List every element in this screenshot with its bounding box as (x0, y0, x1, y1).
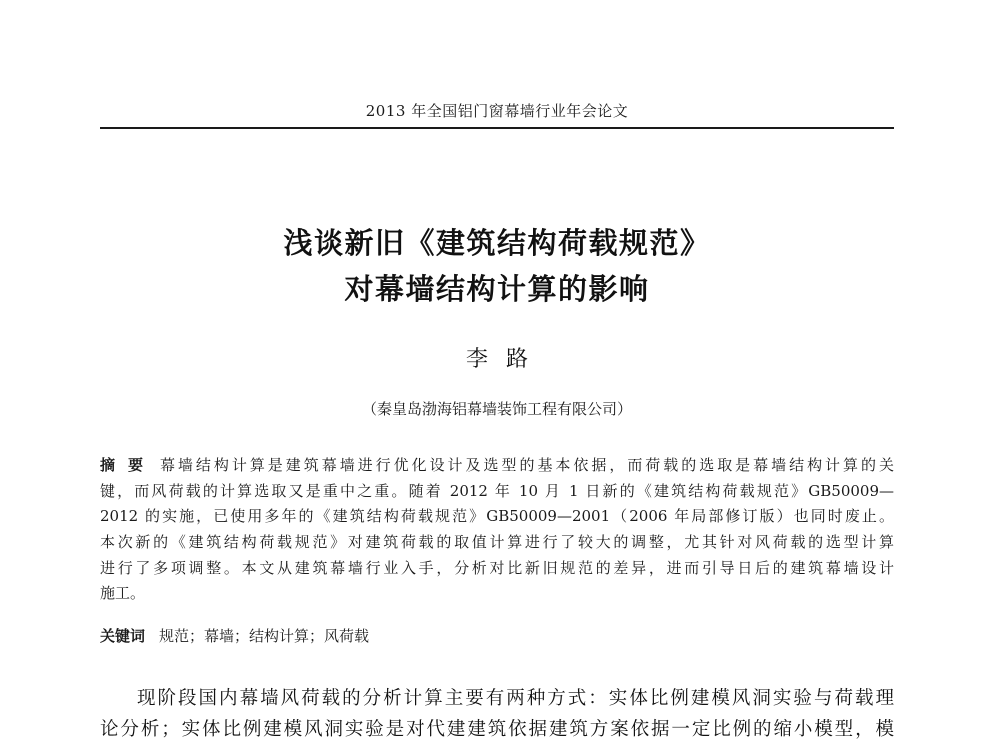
abstract-line: 键，而风荷载的计算选取又是重中之重。随着 2012 年 10 月 1 日新的《建筑结构荷载规范》GB50009— (100, 481, 894, 500)
body-line: 论分析；实体比例建模风洞实验是对代建建筑依据建筑方案依据一定比例的缩小模型，模 (100, 719, 894, 740)
abstract-label: 摘要 (100, 456, 156, 474)
body-line: 现阶段国内幕墙风荷载的分析计算主要有两种方式：实体比例建模风洞实验与荷载理 (137, 688, 894, 709)
abstract-line: 2012 的实施，已使用多年的《建筑结构荷载规范》GB50009—2001（2006 年局部修订版）也同时废止。 (100, 507, 894, 526)
abstract-line: 进行了多项调整。本文从建筑幕墙行业入手，分析对比新旧规范的差异，进而引导日后的建筑幕墙设计 (100, 558, 894, 577)
author-affiliation: （秦皇岛渤海铝幕墙装饰工程有限公司） (361, 400, 632, 418)
author-name: 李路 (465, 347, 546, 372)
header-rule (100, 127, 894, 129)
running-header: 2013 年全国铝门窗幕墙行业年会论文 (365, 102, 629, 120)
keywords (100, 625, 894, 646)
keywords-text: 规范；幕墙；结构计算；风荷载 (159, 627, 370, 645)
keywords-label: 关键词 (100, 627, 146, 645)
abstract (100, 453, 894, 607)
body-paragraph (100, 683, 894, 745)
paper-title-line-2: 对幕墙结构计算的影响 (344, 272, 650, 306)
abstract-line-text: 幕墙结构计算是建筑幕墙进行优化设计及选型的基本依据，而荷载的选取是幕墙结构计算的关 (159, 456, 894, 474)
abstract-line: 施工。 (100, 584, 146, 603)
abstract-line: 本次新的《建筑结构荷载规范》对建筑荷载的取值计算进行了较大的调整，尤其针对风荷载的选型计算 (100, 533, 894, 552)
abstract-line (100, 453, 894, 479)
paper-title-line-1: 浅谈新旧《建筑结构荷载规范》 (283, 226, 711, 260)
